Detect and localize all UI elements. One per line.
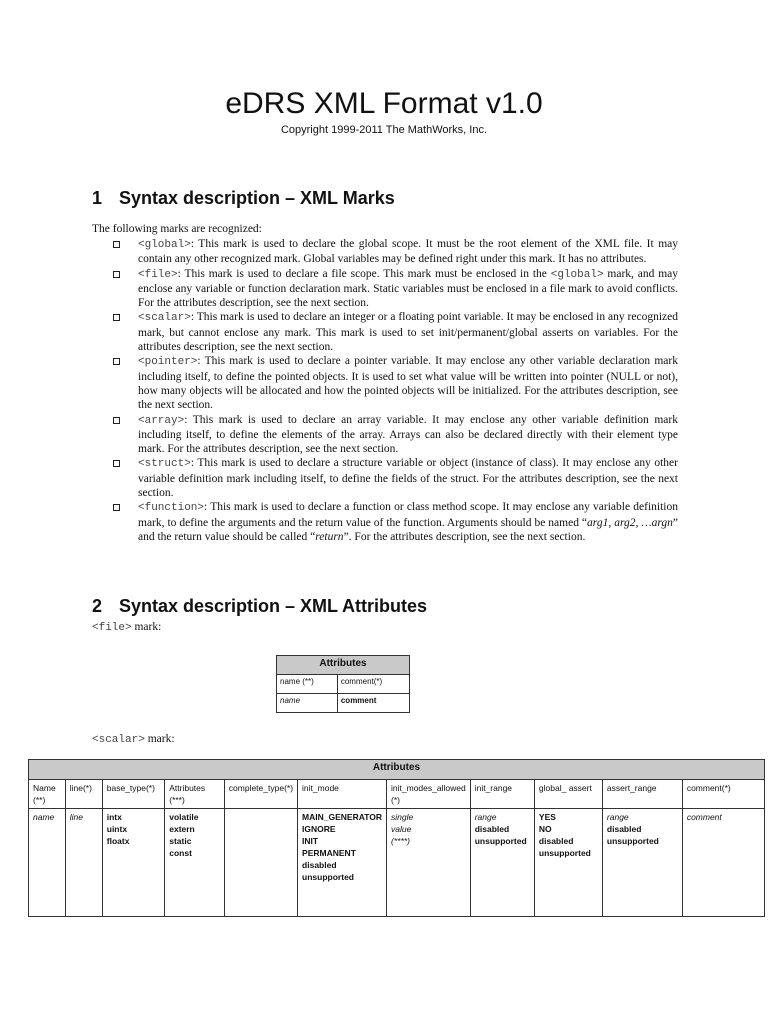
- cell-value: intx: [106, 812, 122, 822]
- column-header: init_modes_allowed (*): [387, 780, 471, 809]
- cell-value: disabled: [302, 860, 337, 870]
- list-item: [92, 500, 678, 544]
- mark-tag: <file>: [138, 268, 178, 281]
- cell-value: volatile: [169, 812, 199, 822]
- cell-value: (****): [391, 836, 410, 846]
- cell-value: unsupported: [302, 872, 354, 882]
- column-header: init_range: [470, 780, 534, 809]
- table-cell: [470, 809, 534, 917]
- table-header-row: [29, 780, 765, 809]
- mark-description: : This mark is used to declare an array variable. It may enclose any other variable definition mark including itself, to define the elements of the array. Arrays can also be declared directly with their element type mark. For the attributes description, see the next section.: [138, 413, 678, 456]
- document-title: eDRS XML Format v1.0: [225, 87, 543, 120]
- column-header: Attributes (***): [165, 780, 225, 809]
- column-header: complete_type(*): [224, 780, 297, 809]
- cell-value: IGNORE: [302, 824, 336, 834]
- column-header: init_mode: [298, 780, 387, 809]
- mark-tag: <scalar>: [92, 734, 145, 746]
- square-bullet-icon: [113, 314, 120, 321]
- cell-value: extern: [169, 824, 195, 834]
- cell-value: unsupported: [538, 848, 591, 858]
- table-caption-row: [277, 656, 410, 675]
- cell-value: const: [169, 848, 192, 858]
- column-header: Name (**): [29, 780, 66, 809]
- marks-list: [92, 237, 678, 544]
- table-cell: [387, 809, 471, 917]
- mark-tag: <global>: [550, 268, 604, 281]
- cell-value: floatx: [106, 836, 130, 846]
- emphasis: arg1, arg2, …argn: [587, 516, 673, 529]
- table-cell: name: [277, 694, 338, 713]
- table-cell: line: [65, 809, 102, 917]
- square-bullet-icon: [113, 417, 120, 424]
- table-cell: name: [29, 809, 66, 917]
- mark-tag: <array>: [138, 414, 185, 427]
- mark-tag: <scalar>: [138, 312, 191, 325]
- mark-description: : This mark is used to declare an integer or a floating point variable. It may be enclosed in any recognized mark, but cannot enclose any mark. This mark is used to set init/permanent/global asserts on variables. For the attributes description, see the next section.: [138, 311, 678, 354]
- cell-value: disabled: [474, 824, 510, 834]
- mark-description: : This mark is used to declare a pointer variable. It may enclose any other variable declaration mark including itself, to define the pointed objects. It is used to set what value will be written into pointer (NULL or not), how many objects will be allocated and how the pointed objects will be initialized. For the attributes description, see the next section.: [138, 355, 678, 412]
- list-item: [92, 413, 678, 457]
- mark-description: ” and the return value should be called “: [138, 516, 678, 543]
- table-caption: Attributes: [29, 760, 765, 780]
- table-cell: [298, 809, 387, 917]
- table-row: [277, 694, 410, 713]
- cell-value: NO: [538, 824, 552, 834]
- scalar-attributes-table: [28, 759, 765, 917]
- list-item: [92, 237, 678, 267]
- table-cell: [602, 809, 682, 917]
- mark-tag: <file>: [92, 622, 132, 634]
- column-header: comment(*): [337, 675, 409, 694]
- cell-value: range: [606, 812, 629, 822]
- column-header: line(*): [65, 780, 102, 809]
- mark-tag: <global>: [138, 239, 191, 251]
- cell-value: disabled: [606, 824, 642, 834]
- section-1-heading: [92, 187, 395, 209]
- mark-description: ”. For the attributes description, see the next section.: [343, 530, 586, 543]
- scalar-mark-label: [92, 732, 175, 747]
- mark-suffix: mark:: [144, 733, 175, 745]
- square-bullet-icon: [113, 504, 120, 511]
- cell-value: range: [474, 812, 497, 822]
- list-item: [92, 267, 678, 311]
- mark-description: : This mark is used to declare the global scope. It must be the root element of the XML file. It may contain any other recognized mark. Global variables may be defined right under this mark. It has no attributes.: [138, 238, 678, 266]
- marks-intro: The following marks are recognized:: [92, 223, 262, 235]
- section-number: 2: [92, 596, 103, 616]
- column-header: comment(*): [682, 780, 764, 809]
- list-item: [92, 310, 678, 354]
- copyright-notice: Copyright 1999-2011 The MathWorks, Inc.: [280, 124, 488, 136]
- column-header: assert_range: [602, 780, 682, 809]
- file-mark-label: [92, 620, 161, 635]
- list-item: [92, 456, 678, 500]
- column-header: base_type(*): [102, 780, 164, 809]
- cell-value: YES: [538, 812, 556, 822]
- cell-value: disabled: [538, 836, 574, 846]
- list-item: [92, 354, 678, 412]
- cell-value: unsupported: [474, 836, 527, 846]
- table-cell: [224, 809, 297, 917]
- cell-value: single: [391, 812, 414, 822]
- table-cell: comment: [682, 809, 764, 917]
- square-bullet-icon: [113, 241, 120, 248]
- table-row: [29, 809, 765, 917]
- cell-value: unsupported: [606, 836, 659, 846]
- section-title: Syntax description – XML Attributes: [119, 596, 428, 616]
- cell-value: MAIN_GENERATOR: [302, 812, 383, 822]
- table-cell: [165, 809, 225, 917]
- section-2-heading: [92, 595, 427, 617]
- table-cell: comment: [337, 694, 409, 713]
- mark-description: : This mark is used to declare a file scope. This mark must be enclosed in the: [177, 267, 551, 280]
- mark-description: mark, and may enclose any variable or function declaration mark. Static variables must be enclosed in a file mark to avoid conflicts. For the attributes description, see the next section.: [138, 267, 678, 310]
- section-title: Syntax description – XML Marks: [119, 188, 395, 208]
- cell-value: uintx: [106, 824, 128, 834]
- cell-value: PERMANENT: [302, 848, 356, 858]
- cell-value: static: [169, 836, 192, 846]
- mark-suffix: mark:: [131, 621, 162, 633]
- table-cell: [102, 809, 164, 917]
- column-header: global_ assert: [534, 780, 602, 809]
- mark-tag: <function>: [138, 502, 205, 515]
- table-header-row: [277, 675, 410, 694]
- cell-value: INIT: [302, 836, 319, 846]
- table-cell: [534, 809, 602, 917]
- section-number: 1: [92, 188, 103, 208]
- mark-description: : This mark is used to declare a structure variable or object (instance of class). It may enclose any other variable definition mark including itself, to define the fields of the struct. For the attributes description, see the next section.: [138, 457, 678, 500]
- column-header: name (**): [277, 675, 338, 694]
- file-attributes-table: [276, 655, 410, 713]
- square-bullet-icon: [113, 460, 120, 467]
- mark-description: : This mark is used to declare a function or class method scope. It may enclose any variable definition mark, to define the arguments and the return value of the function. Arguments should be named “: [138, 501, 678, 529]
- table-caption-row: [29, 760, 765, 780]
- table-caption: Attributes: [277, 656, 410, 675]
- cell-value: value: [391, 824, 412, 834]
- mark-tag: <pointer>: [138, 356, 198, 369]
- emphasis: return: [315, 530, 344, 543]
- square-bullet-icon: [113, 271, 120, 278]
- square-bullet-icon: [113, 358, 120, 365]
- mark-tag: <struct>: [138, 458, 191, 471]
